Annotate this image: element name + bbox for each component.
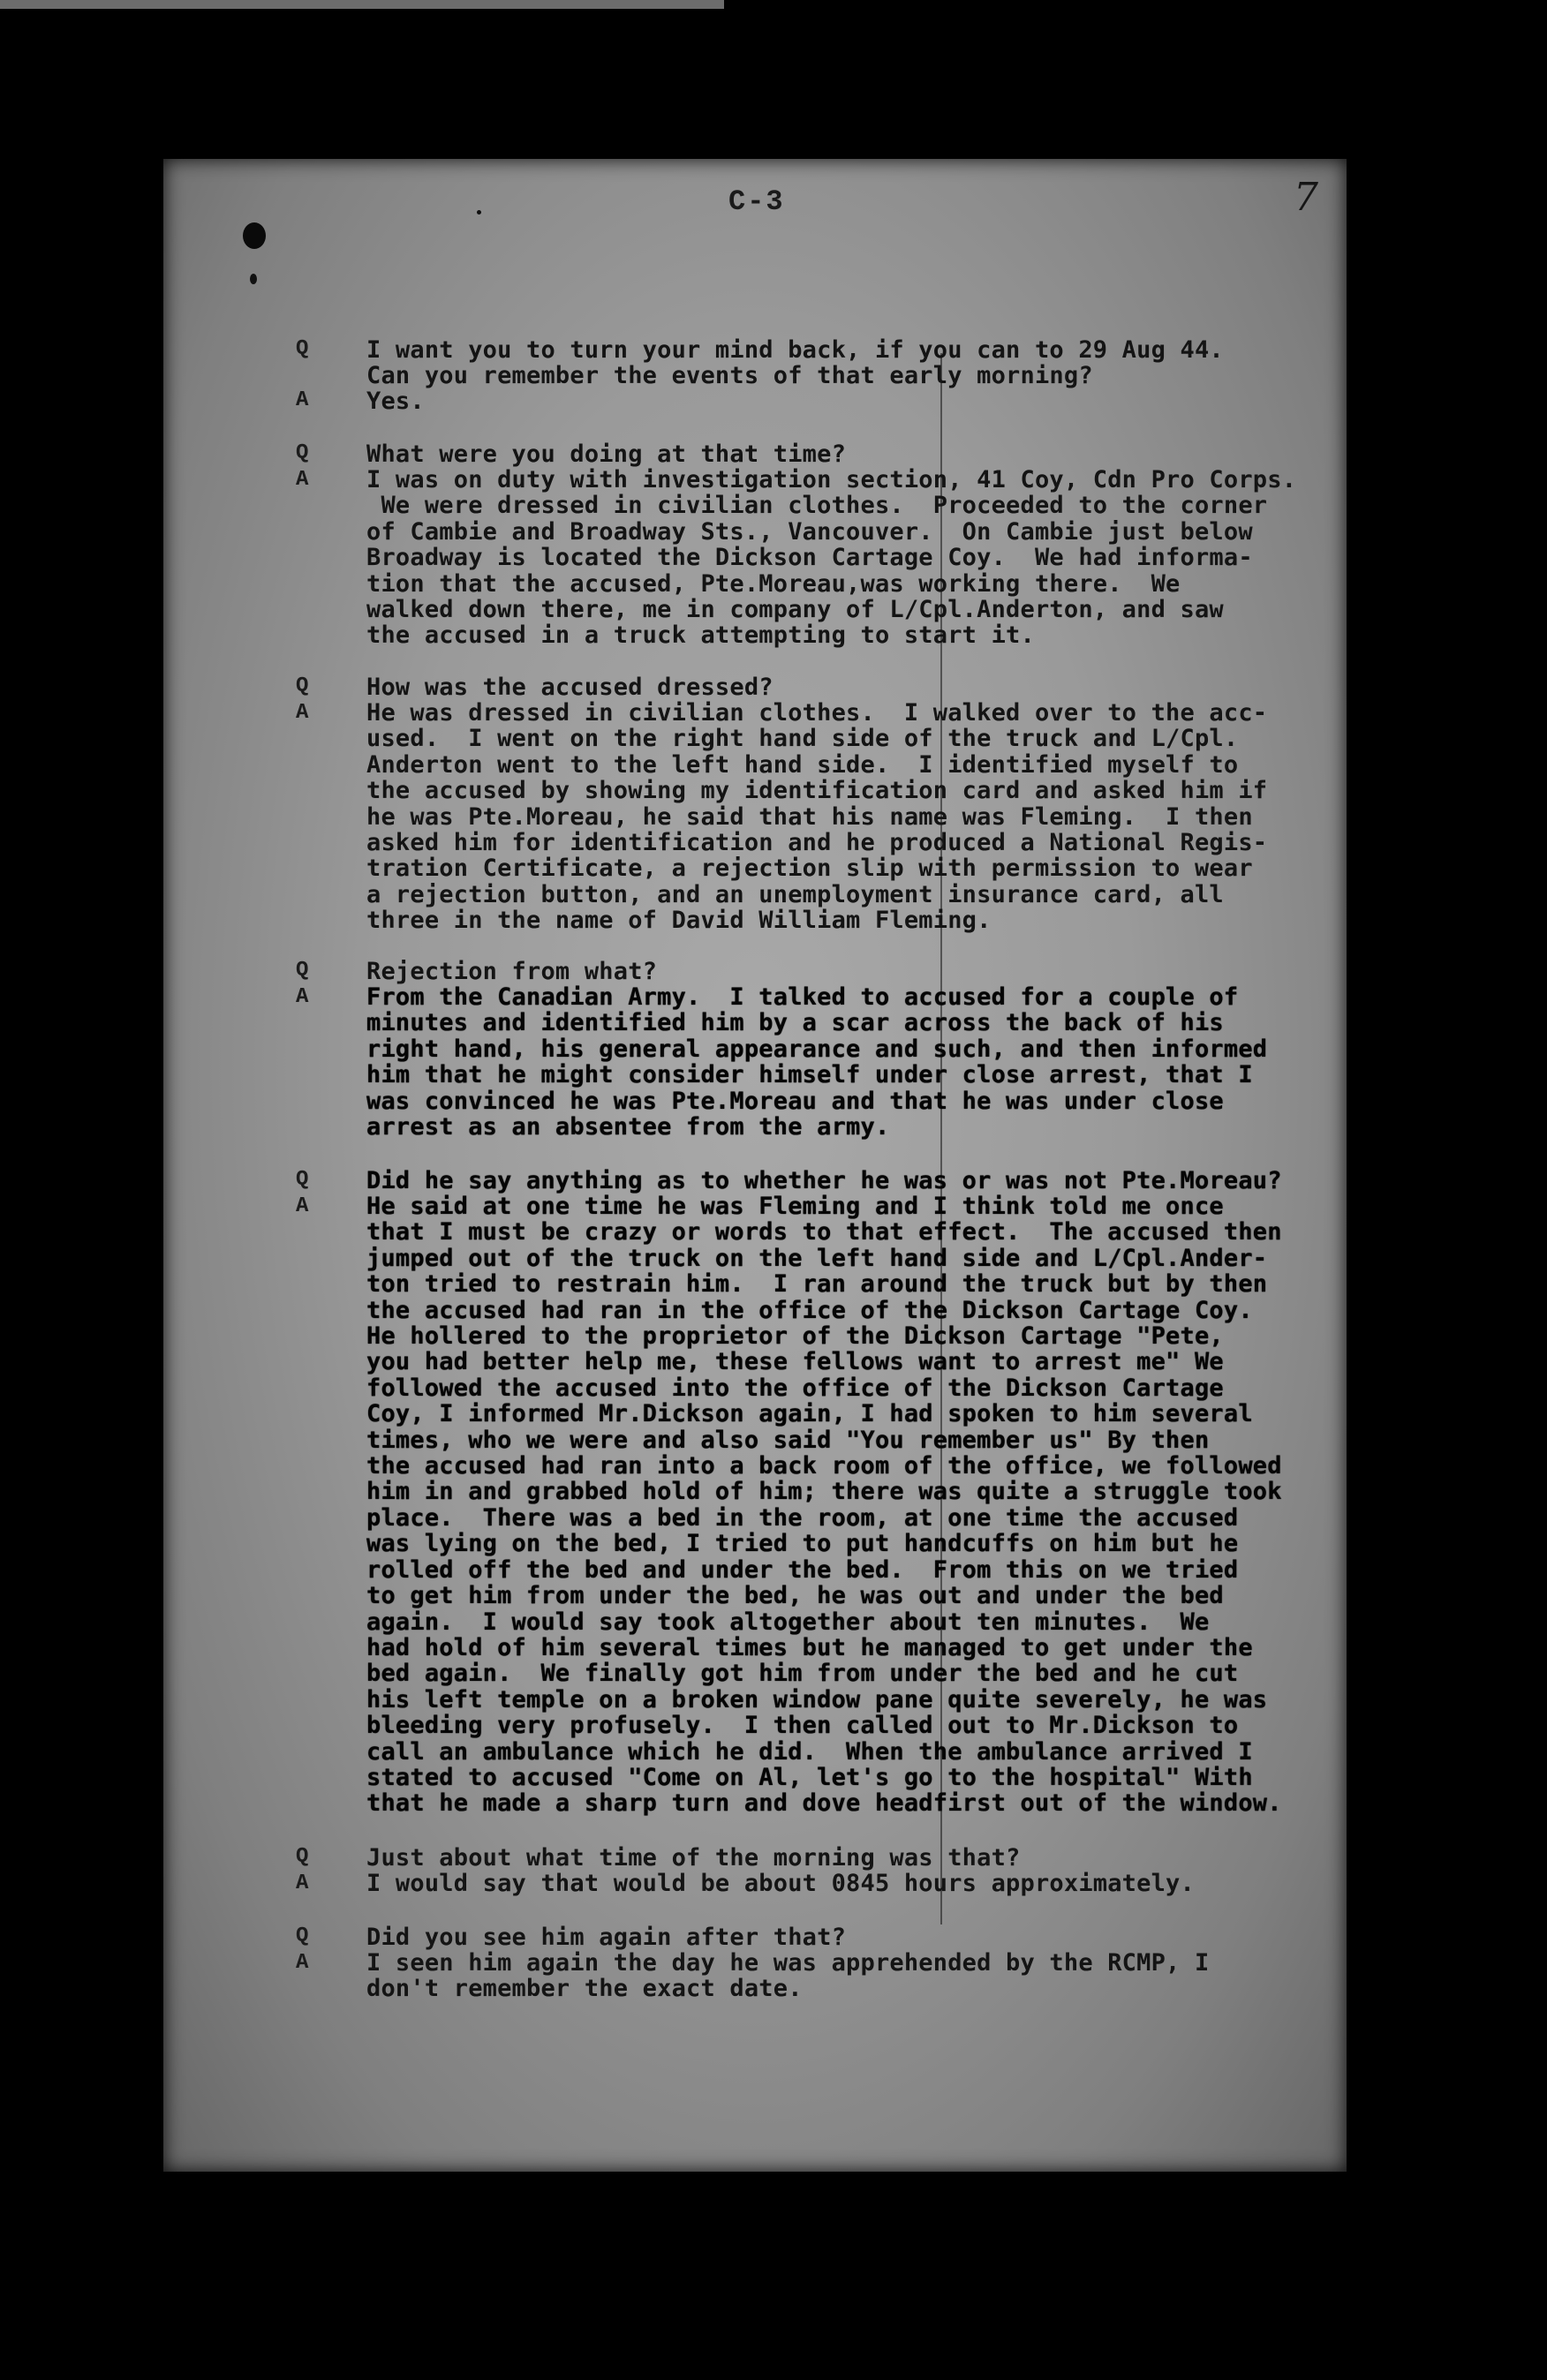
question-text: Did you see him again after that?	[366, 1924, 847, 1951]
answer-marker: A	[296, 701, 309, 725]
answer-text: He said at one time he was Fleming and I think told me once that I must be crazy or words to that effect. The accused then jumped out of the truck on the left hand side and L/Cpl.Ander- ton tried to restrain him. I ran around the truck but by then the accused had ran in the office of the Dickson Cartage Coy. He hollered to the proprietor of the Dickson Cartage "Pete, you had better help me, these fellows want to arrest me" We followed the accused into the office of the Dickson Cartage Coy, I informed Mr.Dickson again, I had spoken to him several times, who we were and also said "You remember us" By then the accused had ran into a back room of the office, we followed him in and grabbed hold of him; there was quite a struggle took place. There was a bed in the room, at one time the accused was lying on the bed, I tried to put handcuffs on him but he rolled off the bed and under the bed. From this on we tried to get him from under the bed, he was out and under the bed again. I would say took altogether about ten minutes. We had hold of him several times but he managed to get under the bed again. We finally got him from under the bed and he cut his left temple on a broken window pane quite severely, he was bleeding very profusely. I then called out to Mr.Dickson to call an ambulance which he did. When the ambulance arrived I stated to accused "Come on Al, let's go to the hospital" With that he made a sharp turn and dove headfirst out of the window.	[366, 1193, 1282, 1818]
answer-marker: A	[296, 985, 309, 1009]
document-page	[163, 159, 1347, 2172]
question-marker: Q	[296, 1168, 309, 1192]
question-marker: Q	[296, 674, 309, 698]
ink-speck	[477, 210, 481, 215]
page-corner-mark: 7	[1294, 175, 1318, 220]
answer-text: He was dressed in civilian clothes. I walked over to the acc- used. I went on the right hand side of the truck and L/Cpl. Anderton went to the left hand side. I identified myself to the accused by showing my identification card and asked him if he was Pte.Moreau, he said that his name was Fleming. I then asked him for identification and he produced a National Regis- tration Certificate, a rejection slip with permission to wear a rejection button, and an unemployment insurance card, all three in the name of David William Fleming.	[366, 699, 1268, 935]
question-marker: Q	[296, 959, 309, 983]
question-marker: Q	[296, 1924, 309, 1948]
answer-text: Yes.	[366, 388, 425, 415]
question-marker: Q	[296, 337, 309, 361]
question-marker: Q	[296, 441, 309, 465]
question-text: Just about what time of the morning was that?	[366, 1844, 1021, 1872]
answer-marker: A	[296, 468, 309, 492]
page-number: C-3	[728, 185, 785, 218]
top-edge-strip	[0, 0, 724, 9]
question-marker: Q	[296, 1845, 309, 1869]
answer-text: I would say that would be about 0845 hours approximately.	[366, 1870, 1195, 1897]
question-text: I want you to turn your mind back, if you can to 29 Aug 44. Can you remember the events of that early morning?	[366, 336, 1224, 390]
question-text: What were you doing at that time?	[366, 441, 847, 468]
question-text: Rejection from what?	[366, 958, 658, 985]
answer-text: From the Canadian Army. I talked to accused for a couple of minutes and identified him by a scar across the back of his right hand, his general appearance and such, and then informed him that he might consider himself under close arrest, that I was convinced he was Pte.Moreau and that he was under close arrest as an absentee from the army.	[366, 983, 1268, 1141]
answer-marker: A	[296, 1194, 309, 1218]
question-text: How was the accused dressed?	[366, 674, 774, 701]
answer-text: I was on duty with investigation section, 41 Coy, Cdn Pro Corps. We were dressed in civilian clothes. Proceeded to the corner of Cambie and Broadway Sts., Vancouver. On Cambie just below Broadway is located the Dickson Cartage Coy. We had informa- tion that the accused, Pte.Moreau,was working there. We walked down there, me in company of L/Cpl.Anderton, and saw the accused in a truck attempting to start it.	[366, 466, 1297, 650]
answer-marker: A	[296, 388, 309, 412]
answer-marker: A	[296, 1951, 309, 1975]
question-text: Did he say anything as to whether he was or was not Pte.Moreau?	[366, 1167, 1282, 1194]
answer-text: I seen him again the day he was apprehended by the RCMP, I don't remember the exact date.	[366, 1949, 1210, 2003]
answer-marker: A	[296, 1872, 309, 1895]
punch-hole	[243, 222, 266, 249]
ink-speck	[250, 274, 257, 284]
